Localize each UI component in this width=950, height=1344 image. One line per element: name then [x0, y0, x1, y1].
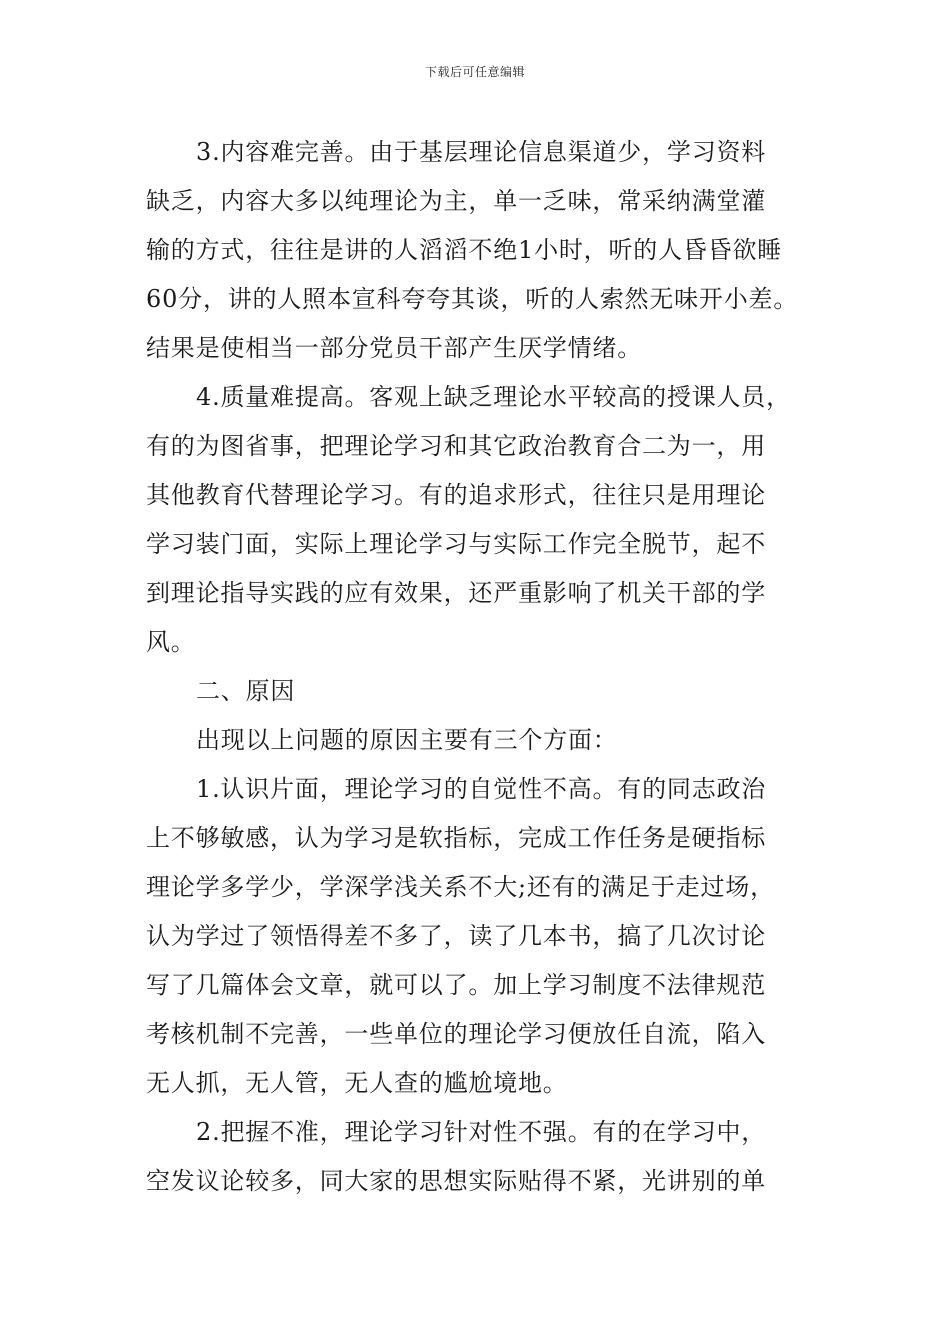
- text-line: 缺乏，内容大多以纯理论为主，单一乏味，常采纳满堂灌: [146, 187, 766, 215]
- text-line: 理论学多学少，学深学浅关系不大;还有的满足于走过场，: [146, 873, 775, 901]
- text-line: 无人抓，无人管，无人查的尴尬境地。: [146, 1069, 568, 1097]
- page-header: 下载后可任意编辑: [424, 65, 525, 79]
- text-line: 其他教育代替理论学习。有的追求形式，往往只是用理论: [146, 481, 766, 509]
- section-heading: 二、原因: [196, 677, 296, 705]
- text-line: 到理论指导实践的应有效果，还严重影响了机关干部的学: [146, 579, 766, 607]
- text-line: 写了几篇体会文章，就可以了。加上学习制度不法律规范: [146, 971, 766, 999]
- text-line: 2.把握不准，理论学习针对性不强。有的在学习中，: [196, 1118, 767, 1146]
- text-line: 学习装门面，实际上理论学习与实际工作完全脱节，起不: [146, 530, 766, 558]
- text-line: 4.质量难提高。客观上缺乏理论水平较高的授课人员，: [196, 383, 791, 411]
- text-line: 3.内容难完善。由于基层理论信息渠道少，学习资料: [196, 138, 767, 166]
- document-body: [146, 128, 816, 1206]
- text-line: 风。: [146, 628, 196, 656]
- text-line: 空发议论较多，同大家的思想实际贴得不紧，光讲别的单: [146, 1167, 766, 1195]
- text-line: 1.认识片面，理论学习的自觉性不高。有的同志政治: [196, 775, 767, 803]
- text-line: 输的方式，往往是讲的人滔滔不绝1小时，听的人昏昏欲睡: [146, 236, 783, 264]
- text-line: 考核机制不完善，一些单位的理论学习便放任自流，陷入: [146, 1020, 766, 1048]
- text-line: 有的为图省事，把理论学习和其它政治教育合二为一，用: [146, 432, 766, 460]
- text-line: 60分，讲的人照本宣科夸夸其谈，听的人索然无味开小差。: [146, 285, 799, 313]
- text-line: 认为学过了领悟得差不多了，读了几本书，搞了几次讨论: [146, 922, 766, 950]
- text-line: 结果是使相当一部分党员干部产生厌学情绪。: [146, 334, 642, 362]
- text-line: 出现以上问题的原因主要有三个方面：: [196, 726, 618, 754]
- text-line: 上不够敏感，认为学习是软指标，完成工作任务是硬指标: [146, 824, 766, 852]
